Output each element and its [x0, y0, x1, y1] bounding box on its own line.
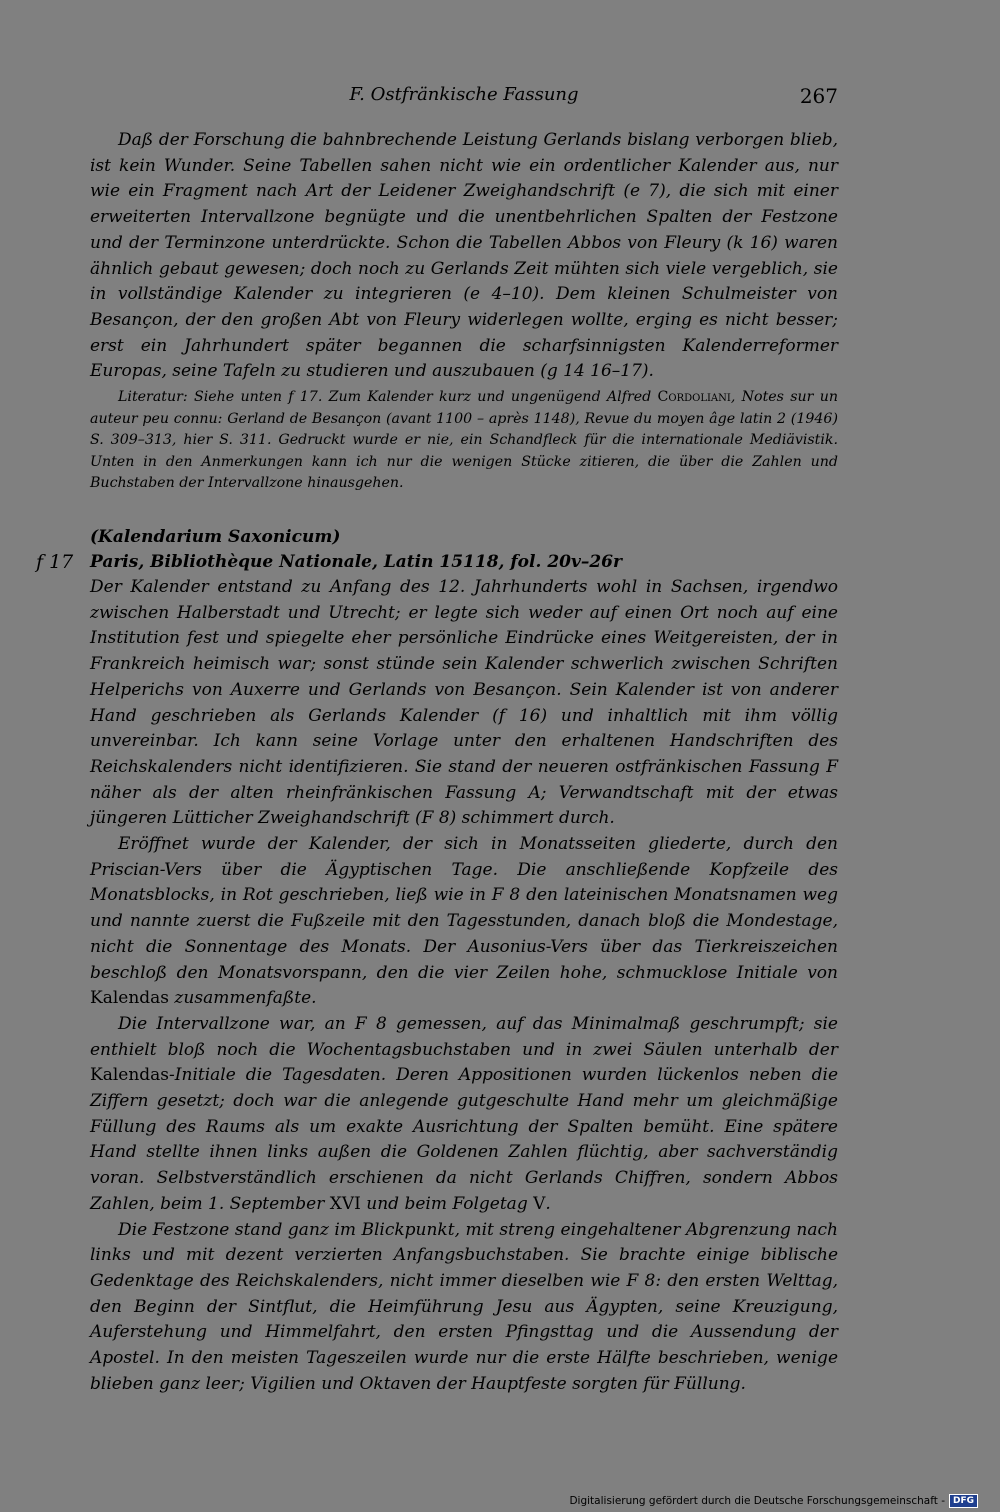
- kalendas-term: Kalendas: [90, 988, 170, 1009]
- literature-note: [90, 387, 838, 495]
- footer-text: Digitalisierung gefördert durch die Deutsche Forschungsgemeinschaft -: [569, 1495, 945, 1507]
- literature-text-b: , Notes sur un auteur peu connu: Gerland de Besançon (avant 1100 – après 1148), Revue du moyen âge latin 2 (1946) S. 309–313, hier S. 311. Gedruckt wurde er nie, ein Schandfleck für die internationale Mediävistik. Unten in den Anmerkungen kann ich nur die wenigen Stücke zitieren, die über die Zahlen und Buchstaben der Intervallzone hinausgehen.: [90, 389, 838, 492]
- literature-text-a: Literatur: Siehe unten f 17. Zum Kalender kurz und ungenügend Alfred: [118, 389, 658, 406]
- entry-siglum: f 17: [36, 551, 74, 573]
- paragraph-origin: Der Kalender entstand zu Anfang des 12. Jahrhunderts wohl in Sachsen, irgendwo zwischen Halberstadt und Utrecht; er legte sich weder auf einen Ort noch auf eine Institution fest und spiegelte eher persönliche Eindrücke eines Weitgereisten, der in Frankreich heimisch war; sonst stünde sein Kalender schwerlich zwischen Schriften Helperichs von Auxerre und Gerlands von Besançon. Sein Kalender ist von anderer Hand geschrieben als Gerlands Kalender (f 16) und inhaltlich mit ihm völlig unvereinbar. Ich kann seine Vorlage unter den erhaltenen Handschriften des Reichskalenders nicht identifizieren. Sie stand der neueren ostfränkischen Fassung F näher als der alten rheinfränkischen Fassung A; Verwandtschaft mit der etwas jüngeren Lütticher Zweighandschrift (F 8) schimmert durch.: [90, 577, 838, 829]
- interval-text-c: und beim Folgetag: [360, 1193, 534, 1214]
- paragraph-opening-text: Eröffnet wurde der Kalender, der sich in Monatsseiten gliederte, durch den Priscian-Vers über die Ägyptischen Tage. Die anschließende Kopfzeile des Monatsblocks, in Rot geschrieben, ließ wie in F 8 den lateinischen Monatsnamen weg und nannte zuerst die Fußzeile mit den Tagesstunden, danach bloß die Mondestage, nicht die Sonnentage des Monats. Der Ausonius-Vers über das Tierkreiszeichen beschloß den Monatsvorspann, den die vier Zeilen hohe, schmucklose Initiale von: [90, 834, 838, 983]
- page-body: [36, 128, 838, 1398]
- numeral-v: V: [533, 1193, 546, 1214]
- literature-author: Cordoliani: [657, 389, 731, 406]
- paragraph-gerland: Daß der Forschung die bahnbrechende Leistung Gerlands bislang verborgen blieb, ist kein Wunder. Seine Tabellen sahen nicht wie ein ordentlicher Kalender aus, nur wie ein Fragment nach Art der Leidener Zweighandschrift (e 7), die sich mit einer erweiterten Intervallzone begnügte und die unentbehrlichen Spalten der Festzone und der Terminzone unterdrückte. Schon die Tabellen Abbos von Fleury (k 16) waren ähnlich gebaut gewesen; doch noch zu Gerlands Zeit mühten sich viele vergeblich, sie in vollständige Kalender zu integrieren (e 4–10). Dem kleinen Schulmeister von Besançon, der den großen Abt von Fleury widerlegen wollte, erging es nicht besser; erst ein Jahrhundert später begannen die scharfsinnigsten Kalenderreformer Europas, seine Tafeln zu studieren und auszubauen (g 14 16–17).: [90, 130, 838, 382]
- footer: [569, 1494, 978, 1508]
- paragraph-feast-zone: Die Festzone stand ganz im Blickpunkt, mit streng eingehaltener Abgrenzung nach links und mit dezent verzierten Anfangsbuchstaben. Sie brachte einige biblische Gedenktage des Reichskalenders, nicht immer dieselben wie F 8: den ersten Welttag, den Beginn der Sintflut, die Heimführung Jesu aus Ägypten, seine Kreuzigung, Auferstehung und Himmelfahrt, den ersten Pfingsttag und die Aussendung der Apostel. In den meisten Tageszeilen wurde nur die erste Hälfte beschrieben, wenige blieben ganz leer; Vigilien und Oktaven der Hauptfeste sorgten für Füllung.: [90, 1219, 838, 1394]
- page-number: 267: [799, 84, 838, 108]
- paragraph-opening-end: zusammenfaßte.: [169, 988, 317, 1009]
- entry-heading: [36, 550, 838, 575]
- interval-text-d: .: [545, 1193, 551, 1214]
- running-header: [90, 84, 838, 112]
- paragraph-opening: [90, 832, 838, 1012]
- interval-text-a: Die Intervallzone war, an F 8 gemessen, auf das Minimalmaß geschrumpft; sie enthielt bloß noch die Wochentagsbuchstaben und in zwei Säulen unterhalb der: [90, 1013, 838, 1060]
- dfg-logo: DFG: [949, 1494, 978, 1508]
- interval-text-b: -Initiale die Tagesdaten. Deren Appositionen wurden lückenlos neben die Ziffern gesetzt; doch war die anlegende gutgeschulte Hand mehr um gleichmäßige Füllung des Raums als um exakte Ausrichtung der Spalten bemüht. Eine spätere Hand stellte ihnen links außen die Goldenen Zahlen flüchtig, aber sachverständig voran. Selbstverständlich erschienen da nicht Gerlands Chiffren, sondern Abbos Zahlen, beim 1. September: [90, 1065, 838, 1214]
- running-title: F. Ostfränkische Fassung: [349, 84, 579, 105]
- numeral-xvi: XVI: [329, 1193, 361, 1214]
- kalendas-term: Kalendas: [90, 1065, 170, 1086]
- section-title: (Kalendarium Saxonicum): [90, 527, 341, 547]
- paragraph-interval-zone: [90, 1012, 838, 1218]
- entry-title: Paris, Bibliothèque Nationale, Latin 15118, fol. 20v–26r: [90, 552, 622, 572]
